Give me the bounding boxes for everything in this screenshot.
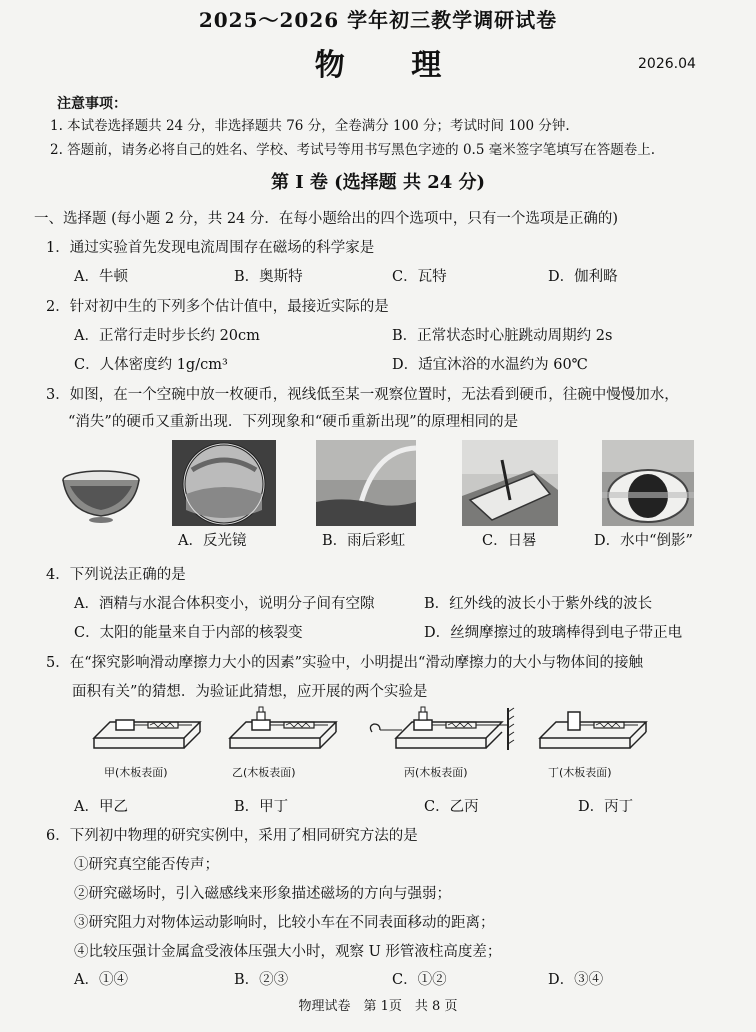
- q4-option-b: B．红外线的波长小于紫外线的波长: [424, 596, 653, 612]
- q5-stem-line1: 5．在“探究影响滑动摩擦力大小的因素”实验中，小明提出“滑动摩擦力的大小与物体间的接触: [46, 655, 643, 671]
- q5-option-a: A．甲乙: [74, 799, 128, 815]
- experiment-bing-label: 丙(木板表面): [404, 766, 468, 779]
- q4-option-c: C．太阳的能量来自于内部的核裂变: [74, 625, 303, 641]
- q3-option-a: A．反光镜: [178, 533, 247, 549]
- q2-option-c: C．人体密度约 1g/cm³: [74, 357, 228, 373]
- experiment-ding-diagram: [538, 708, 648, 754]
- section-heading: 一、选择题 (每小题 2 分，共 24 分．在每小题给出的四个选项中，只有一个选项是正确的): [34, 211, 619, 227]
- q1-option-b: B．奥斯特: [234, 269, 303, 285]
- q6-option-b: B．②③: [234, 972, 289, 988]
- q2-option-b: B．正常状态时心脏跳动周期约 2s: [392, 328, 613, 344]
- q1-option-a: A．牛顿: [74, 269, 128, 285]
- q3-option-c: C．日晷: [482, 533, 537, 549]
- q4-option-d: D．丝绸摩擦过的玻璃棒得到电子带正电: [424, 625, 683, 641]
- q1-option-d: D．伽利略: [548, 269, 618, 285]
- q4-stem: 4．下列说法正确的是: [46, 567, 186, 583]
- notice-title: 注意事项：: [57, 96, 127, 112]
- q3-stem-line2: “消失”的硬币又重新出现．下列现象和“硬币重新出现”的原理相同的是: [68, 414, 519, 430]
- q4-option-a: A．酒精与水混合体积变小，说明分子间有空隙: [74, 596, 375, 612]
- q6-item-2: ②研究磁场时，引入磁感线来形象描述磁场的方向与强弱；: [74, 886, 451, 902]
- page-footer: 物理试卷 第 1页 共 8 页: [298, 999, 458, 1014]
- experiment-yi-label: 乙(木板表面): [232, 766, 296, 779]
- q6-option-c: C．①②: [392, 972, 447, 988]
- exam-title: 2025～2026 学年初三教学调研试卷: [198, 8, 558, 32]
- q5-option-b: B．甲丁: [234, 799, 289, 815]
- experiment-bing-diagram: [366, 704, 516, 754]
- q2-option-d: D．适宜沐浴的水温约为 60℃: [392, 357, 588, 373]
- q3-option-d: D．水中“倒影”: [594, 533, 693, 549]
- subject-title: 物 理: [314, 48, 470, 83]
- sundial-image: [462, 440, 558, 526]
- experiment-ding-label: 丁(木板表面): [548, 766, 612, 779]
- q3-option-b: B．雨后彩虹: [322, 533, 406, 549]
- q6-option-d: D．③④: [548, 972, 604, 988]
- q6-item-3: ③研究阻力对物体运动影响时，比较小车在不同表面移动的距离；: [74, 915, 495, 931]
- q6-item-4: ④比较压强计金属盒受液体压强大小时，观察 U 形管液柱高度差；: [74, 944, 502, 960]
- experiment-yi-diagram: [228, 704, 338, 754]
- q5-option-d: D．丙丁: [578, 799, 634, 815]
- rainbow-image: [316, 440, 416, 526]
- q6-stem: 6．下列初中物理的研究实例中，采用了相同研究方法的是: [46, 828, 418, 844]
- q6-item-1: ①研究真空能否传声；: [74, 857, 219, 873]
- bowl-image: [60, 462, 142, 526]
- q5-option-c: C．乙丙: [424, 799, 479, 815]
- q2-option-a: A．正常行走时步长约 20cm: [74, 328, 260, 344]
- part-title: 第 I 卷 (选择题 共 24 分): [270, 172, 486, 193]
- q1-option-c: C．瓦特: [392, 269, 447, 285]
- q3-stem-line1: 3．如图，在一个空碗中放一枚硬币，视线低至某一观察位置时，无法看到硬币，往碗中慢慢加水，: [46, 387, 679, 403]
- notice-item-2: 2. 答题前，请务必将自己的姓名、学校、考试号等用书写黑色字迹的 0.5 毫米签字笔填写在答题卷上.: [50, 142, 656, 158]
- convex-mirror-image: [172, 440, 276, 526]
- q6-option-a: A．①④: [74, 972, 128, 988]
- experiment-jia-label: 甲(木板表面): [104, 766, 168, 779]
- q5-stem-line2: 面积有关”的猜想．为验证此猜想，应开展的两个实验是: [72, 684, 428, 700]
- notice-item-1: 1. 本试卷选择题共 24 分，非选择题共 76 分，全卷满分 100 分；考试时间 100 分钟.: [50, 118, 570, 134]
- q2-stem: 2．针对初中生的下列多个估计值中，最接近实际的是: [46, 299, 389, 315]
- bridge-reflection-image: [602, 440, 694, 526]
- q1-stem: 1．通过实验首先发现电流周围存在磁场的科学家是: [46, 240, 375, 256]
- exam-date: 2026.04: [638, 56, 696, 72]
- experiment-jia-diagram: [92, 708, 202, 754]
